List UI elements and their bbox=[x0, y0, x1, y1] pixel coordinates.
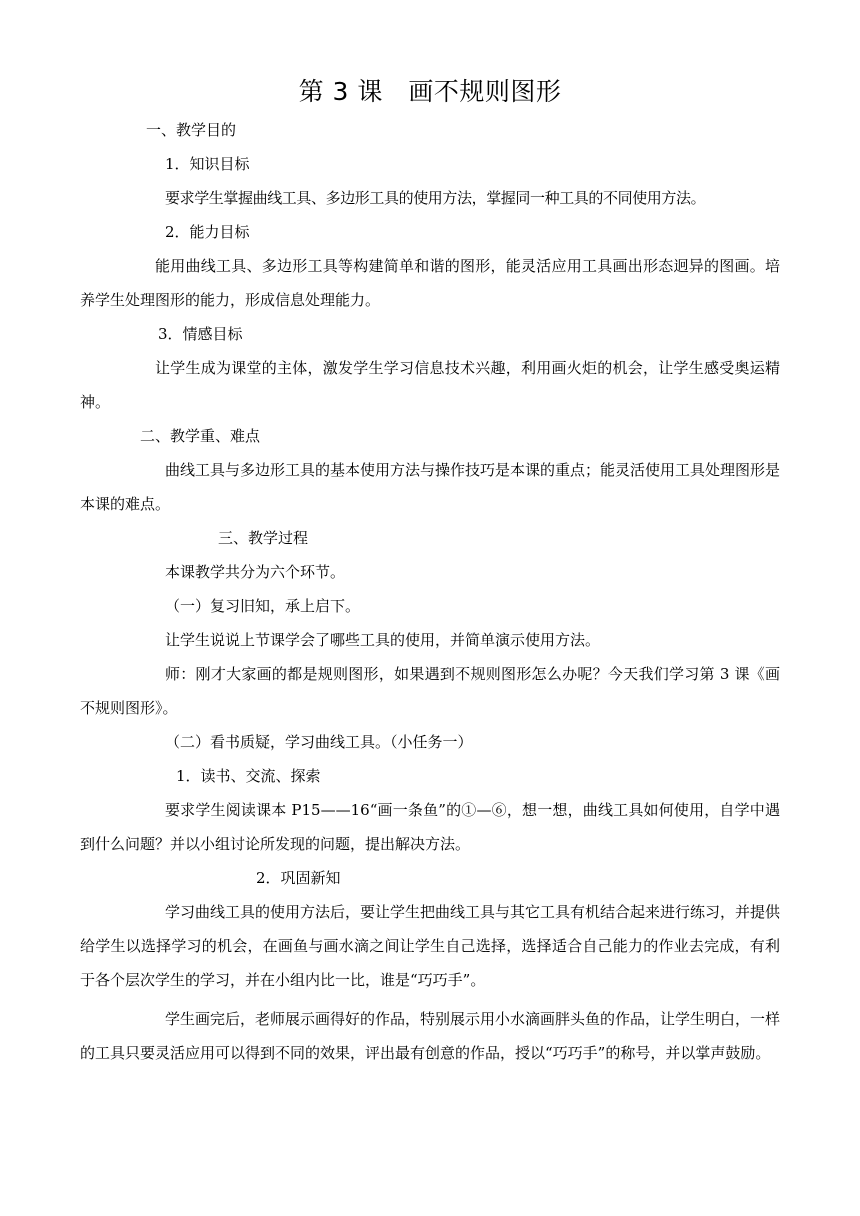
step-2-1-heading: 1．读书、交流、探索 bbox=[176, 767, 321, 785]
step-1-text-2: 师：刚才大家画的都是规则图形，如果遇到不规则图形怎么办呢？今天我们学习第 3 课《画不规则图形》。 bbox=[80, 665, 780, 717]
section-1-1-heading: 1．知识目标 bbox=[165, 155, 250, 173]
step-2-1-text: 要求学生阅读课本 P15——16“画一条鱼”的①—⑥，想一想，曲线工具如何使用，自学中遇到什么问题？并以小组讨论所发现的问题，提出解决方法。 bbox=[80, 801, 780, 853]
section-1-2-text: 能用曲线工具、多边形工具等构建简单和谐的图形，能灵活应用工具画出形态迥异的图画。培养学生处理图形的能力，形成信息处理能力。 bbox=[80, 257, 780, 309]
section-1-heading: 一、教学目的 bbox=[146, 121, 237, 139]
step-2-heading: （二）看书质疑，学习曲线工具。（小任务一） bbox=[165, 733, 473, 751]
step-1-text-1: 让学生说说上节课学会了哪些工具的使用，并简单演示使用方法。 bbox=[165, 631, 601, 649]
section-1-3-text: 让学生成为课堂的主体，激发学生学习信息技术兴趣，利用画火炬的机会，让学生感受奥运精神。 bbox=[80, 359, 780, 411]
section-1-1-text: 要求学生掌握曲线工具、多边形工具的使用方法，掌握同一种工具的不同使用方法。 bbox=[165, 189, 706, 207]
section-1-3-heading: 3．情感目标 bbox=[158, 325, 243, 343]
section-3-heading: 三、教学过程 bbox=[218, 529, 309, 547]
step-2-2-text-1: 学习曲线工具的使用方法后，要让学生把曲线工具与其它工具有机结合起来进行练习，并提供给学生以选择学习的机会，在画鱼与画水滴之间让学生自己选择，选择适合自己能力的作业去完成，有利于各个层次学生的学习，并在小组内比一比，谁是“巧巧手”。 bbox=[80, 903, 781, 989]
section-2-text: 曲线工具与多边形工具的基本使用方法与操作技巧是本课的重点；能灵活使用工具处理图形是本课的难点。 bbox=[80, 461, 781, 513]
step-2-2-heading: 2．巩固新知 bbox=[256, 869, 341, 887]
section-2-heading: 二、教学重、难点 bbox=[140, 427, 261, 445]
lesson-title: 第 3 课 画不规则图形 bbox=[298, 77, 562, 106]
step-1-heading: （一）复习旧知，承上启下。 bbox=[165, 597, 361, 615]
section-1-2-heading: 2．能力目标 bbox=[165, 223, 250, 241]
step-2-2-text-2: 学生画完后，老师展示画得好的作品，特别展示用小水滴画胖头鱼的作品，让学生明白，一样的工具只要灵活应用可以得到不同的效果，评出最有创意的作品，授以“巧巧手”的称号，并以掌声鼓励。 bbox=[80, 1010, 781, 1062]
section-3-intro: 本课教学共分为六个环节。 bbox=[165, 563, 346, 581]
